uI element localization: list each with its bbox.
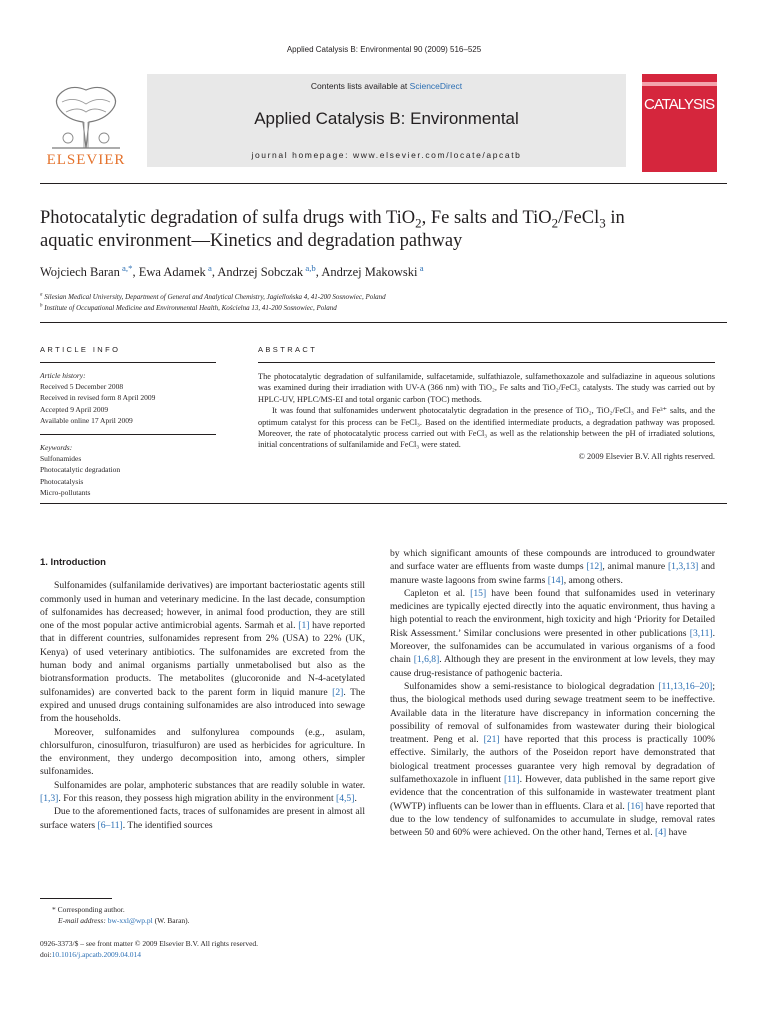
text-run: Sulfonamides (sulfanilamide derivatives) are important bacteriostatic agents still commonly used in human and veterinary medicine. In the last decade, consumption of sulfonamides has decreased; however, in animal food production, they are still one of the most popular active antimicrobial agents. Sarmah et al.	[40, 580, 365, 632]
title-sub: 3	[599, 215, 606, 231]
copyright: © 2009 Elsevier B.V. All rights reserved.	[578, 451, 715, 461]
citation-link[interactable]: [3,11]	[689, 627, 713, 639]
author-name: Wojciech Baran	[40, 265, 120, 279]
contents-line	[147, 81, 626, 91]
doi-line	[40, 949, 365, 960]
title-sub: 2	[415, 215, 422, 231]
doi-link[interactable]: 10.1016/j.apcatb.2009.04.014	[51, 950, 142, 959]
article-title	[40, 207, 730, 253]
history-label: Article history:	[40, 371, 86, 380]
author-sep: ,	[211, 265, 218, 279]
affiliations	[40, 292, 730, 314]
masthead	[40, 74, 727, 172]
abstract-bottom-rule	[40, 503, 727, 504]
abstract-p2: It was found that sulfonamides underwent photocatalytic degradation in the presence of TiO₂, TiO₂/FeCl₃ and Fe³⁺ salts, and the optimum catalyst for this process can be FeCl₃. Based on the identified intermediate products, a degradation pathway was proposed. Moreover, the rate of photocatalytic process carried out with FeCl₃ as well as the relationship between the pH of irradiated solutions, initial concentrations of sulfanilamide and FeCl₃ were stated.	[258, 406, 715, 450]
intro-paragraph	[40, 805, 365, 832]
abstract-label: ABSTRACT	[258, 345, 318, 354]
affil-text: Silesian Medical University, Department of General and Analytical Chemistry, Jagiellońska 4, 41-200 Sosnowiec, Poland	[42, 293, 386, 301]
cover-band	[642, 82, 717, 86]
issn-line: 0926-3373/$ – see front matter © 2009 Elsevier B.V. All rights reserved.	[40, 939, 259, 948]
author-sep: ,	[132, 265, 139, 279]
citation-link[interactable]: [11]	[504, 774, 520, 786]
text-run: , animal manure	[602, 561, 668, 573]
email-suffix: (W. Baran).	[152, 916, 190, 925]
affil-mark: a	[40, 292, 43, 298]
article-info-label: ARTICLE INFO	[40, 345, 121, 354]
author-list	[40, 262, 730, 280]
author-affil-mark[interactable]: a,*	[119, 262, 133, 273]
intro-paragraph	[390, 547, 715, 587]
affiliation-a	[40, 292, 730, 303]
author-sep: ,	[315, 265, 322, 279]
title-part: /FeCl	[558, 208, 600, 228]
text-run: , among others.	[563, 574, 623, 586]
body-column-right	[390, 547, 715, 840]
title-part: Photocatalytic degradation of sulfa drugs with TiO	[40, 208, 416, 228]
citation-link[interactable]: [4]	[655, 827, 667, 839]
cover-title: CATALYSIS	[644, 96, 715, 113]
text-run: ; thus, the biological methods used during sewage treatment seem to be ineffective. Available data in the literature have discrepancy in information concerning the possibility of removal of sulfonamides from wastewater during their biological treatment. Peng et al.	[390, 680, 715, 746]
citation-link[interactable]: [14]	[547, 574, 564, 586]
text-run: . The expired and unused drugs containing sulfonamides are also introduced into sewage from the households.	[40, 686, 365, 725]
text-run: Due to the aforementioned facts, traces of sulfonamides are present in almost all surface waters	[40, 806, 365, 831]
intro-paragraph	[40, 579, 365, 725]
author[interactable]	[40, 262, 133, 279]
citation-link[interactable]: [1]	[298, 620, 310, 632]
citation-link[interactable]: [1,3]	[40, 793, 59, 805]
text-run: have reported that in different countries, sulfonamides represent from 2% (USA) to 22% (UK, Kenya) of used veterinary antibiotics. The sulfonamides are excreted from the human body and animal organisms partially unmetabolised but also as the biotransformation products. The metabolites (glucoronide and N-4-acetylated sulfonamides) are converted back to the parent form in liquid manure	[40, 620, 366, 698]
citation-link[interactable]: [1,3,13]	[667, 561, 699, 573]
text-run: .	[354, 793, 357, 805]
author[interactable]	[217, 262, 316, 279]
text-run: have	[666, 827, 687, 839]
footnote-rule	[40, 898, 112, 899]
text-run: by which significant amounts of these compounds are introduced to groundwater and surface water are effluents from waste dumps	[390, 548, 715, 573]
journal-banner	[147, 74, 626, 167]
history-item: Accepted 9 April 2009	[40, 404, 109, 414]
affil-mark: b	[40, 303, 43, 309]
author[interactable]	[138, 262, 212, 279]
history-item: Available online 17 April 2009	[40, 415, 133, 425]
header-rule	[40, 183, 727, 184]
keyword: Sulfonamides	[40, 454, 82, 464]
keyword: Micro-pollutants	[40, 487, 91, 497]
email-link[interactable]: bw-xxl@wp.pl	[107, 916, 153, 925]
text-run: Sulfonamides are polar, amphoteric substances that are readily soluble in water.	[54, 779, 365, 791]
footnote-text: Corresponding author.	[55, 905, 125, 914]
affil-text: Institute of Occupational Medicine and Environmental Health, Kościelna 13, 41-200 Sosnowiec, Poland	[42, 304, 337, 312]
elsevier-logo[interactable]	[40, 78, 132, 170]
elsevier-tree-icon	[48, 82, 124, 152]
text-run: . Although they are present in the environment at low levels, they may cause drug-resistance of pathogenic bacteria.	[390, 654, 715, 679]
affil-rule	[40, 322, 727, 323]
citation-link[interactable]: [2]	[332, 686, 344, 698]
citation-link[interactable]: [15]	[470, 587, 487, 599]
text-run: . However, data published in the same report give evidence that the concentration of this sulfonamide in wastewater treatment plant (WWTP) influents can be lower than in effluents. Clara et al.	[390, 774, 715, 812]
citation-link[interactable]: [12]	[586, 561, 603, 573]
keywords	[40, 442, 216, 498]
author-affil-mark[interactable]: a,b	[303, 262, 316, 273]
text-run: . For this reason, they possess high migration ability in the environment	[58, 793, 337, 805]
info-rule	[40, 362, 216, 363]
elsevier-wordmark: ELSEVIER	[46, 152, 126, 168]
text-run: and manure waste lagoons from swine farms	[390, 561, 715, 586]
title-sub: 2	[551, 215, 559, 231]
doi-label: doi:	[40, 950, 52, 959]
title-part: in	[605, 208, 625, 228]
author-affil-mark[interactable]: a	[417, 262, 424, 273]
keywords-label: Keywords:	[40, 443, 73, 453]
keyword: Photocatalysis	[40, 476, 84, 486]
citation-link[interactable]: [11,13,16–20]	[658, 680, 713, 692]
history-item: Received in revised form 8 April 2009	[40, 393, 156, 403]
body-column-left	[40, 556, 365, 832]
abstract-p1: The photocatalytic degradation of sulfanilamide, sulfacetamide, sulfathiazole, sulfamethoxazole and sulfadiazine in aqueous solutions was examined during their irradiation with UV-A (366 nm) with TiO₂, Fe salts and TiO₂/FeCl₃ catalysts. The study was carried out by HPLC-UV, HPLC/MS-EI and total organic carbon (TOC) methods.	[258, 372, 715, 404]
citation-link[interactable]: [1,6,8]	[413, 654, 440, 666]
text-run: Sulfonamides show a semi-resistance to biological degradation	[404, 680, 659, 692]
intro-paragraph	[390, 680, 715, 840]
citation-link[interactable]: [6–11]	[97, 819, 123, 831]
sciencedirect-link[interactable]: ScienceDirect	[409, 81, 463, 91]
citation-link[interactable]: [4,5]	[336, 793, 355, 805]
article-history	[40, 370, 216, 426]
text-run: . Moreover, the sulfonamides can be accumulated in various organisms of a food chain	[390, 627, 715, 666]
author-affil-mark[interactable]: a	[205, 262, 212, 273]
intro-paragraph	[390, 587, 715, 680]
article-info	[40, 345, 216, 498]
title-part: , Fe salts and TiO	[421, 208, 552, 228]
section-heading-introduction: 1. Introduction	[40, 557, 106, 568]
footnote-email-line	[40, 915, 365, 926]
author[interactable]	[321, 262, 424, 279]
citation-link[interactable]: [21]	[483, 734, 500, 746]
email-label: E-mail address:	[58, 916, 108, 925]
journal-cover-thumbnail[interactable]	[642, 74, 717, 172]
intro-paragraph	[40, 779, 365, 806]
text-run: have reported that this process is practically 100% effective. Similarly, the authors of the Poseidon report have demonstrated that biological treatment processes guarantee very high removal by degradation of sulfamethoxazole in influent	[390, 734, 715, 786]
journal-homepage[interactable]: journal homepage: www.elsevier.com/locate/apcatb	[251, 150, 522, 160]
author-name: Andrzej Makowski	[321, 265, 418, 279]
text-run: . The identified sources	[122, 819, 213, 831]
author-name: Ewa Adamek	[138, 265, 206, 279]
author-name: Andrzej Sobczak	[217, 265, 304, 279]
running-head: Applied Catalysis B: Environmental 90 (2009) 516–525	[286, 45, 482, 54]
text-run: have reported that due to the low tendency of sulfonamides to accumulate in sludge, removal rates between 50 and 60% were achieved. On the other hand, Ternes et al.	[390, 800, 716, 839]
contents-prefix: Contents lists available at	[310, 81, 410, 91]
page-footer	[40, 938, 365, 960]
journal-title: Applied Catalysis B: Environmental	[254, 109, 519, 128]
keyword: Photocatalytic degradation	[40, 465, 121, 475]
affiliation-b	[40, 303, 730, 314]
text-run: Capleton et al.	[404, 587, 471, 599]
text-run: have been found that sulfonamides used in veterinary medicines are typically ejected directly into the aquatic environment, thus having a high potential to reach the environment, high toxicity and high ‘Priority for Detailed Risk Assessment.’ Similar conclusions were presented in other publications	[390, 587, 715, 639]
keywords-rule	[40, 434, 216, 435]
abstract-rule	[258, 362, 715, 363]
abstract	[258, 345, 715, 462]
corresponding-author-footnote	[40, 904, 365, 926]
history-item: Received 5 December 2008	[40, 382, 124, 392]
citation-link[interactable]: [16]	[627, 800, 644, 812]
footnote-mark: *	[52, 905, 56, 914]
footnote-line	[40, 904, 365, 915]
title-line-2: aquatic environment—Kinetics and degradation pathway	[40, 231, 463, 251]
intro-paragraph: Moreover, sulfonamides and sulfonylurea compounds (e.g., asulam, chlorsulfuron, cinosulfuron, triasulfuron) are used as herbicides for agriculture. In the environment, they undergo decomposition into, among others, simpler sulfonamides.	[40, 726, 365, 778]
